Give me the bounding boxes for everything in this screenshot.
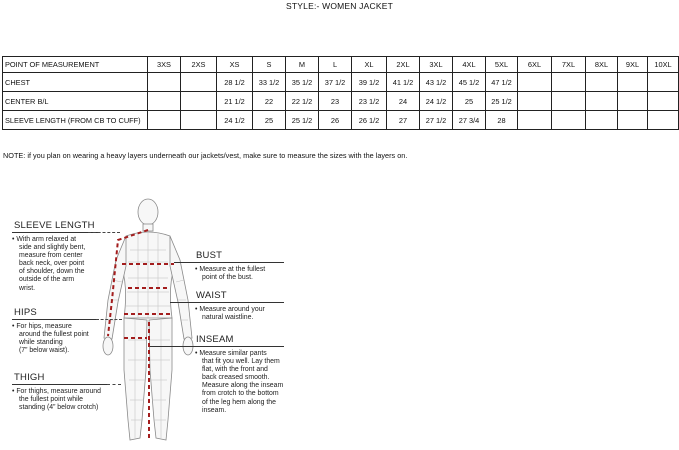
guide-line: flat, with the front and xyxy=(202,366,268,374)
bust-heading: BUST xyxy=(196,250,223,261)
guide-line: outside of the arm xyxy=(19,276,75,284)
size-header: 10XL xyxy=(648,57,679,73)
guide-line: point of the bust. xyxy=(202,274,253,282)
hips-text xyxy=(12,323,89,355)
guide-line: • With arm relaxed at xyxy=(12,236,77,243)
size-header: S xyxy=(253,57,286,73)
size-header: XL xyxy=(352,57,387,73)
guide-line: (7” below waist). xyxy=(19,347,70,355)
leader-line xyxy=(96,319,122,320)
measurement-cell: 24 xyxy=(387,92,420,111)
divider xyxy=(170,302,284,303)
size-header: 4XL xyxy=(453,57,486,73)
measurement-cell: 23 xyxy=(319,92,352,111)
size-header: 7XL xyxy=(552,57,586,73)
size-header: L xyxy=(319,57,352,73)
size-header: M xyxy=(286,57,319,73)
measurement-cell: 37 1/2 xyxy=(319,73,352,92)
bust-text xyxy=(195,266,265,282)
guide-line: around the fullest point xyxy=(19,331,89,339)
guide-line: • For thighs, measure around xyxy=(12,388,101,395)
guide-line: side and slightly bent, xyxy=(19,244,86,252)
divider xyxy=(174,262,284,263)
measurement-cell: 35 1/2 xyxy=(286,73,319,92)
sleeve-length-heading: SLEEVE LENGTH xyxy=(14,220,95,231)
measurement-cell: 23 1/2 xyxy=(352,92,387,111)
measurement-cell: 25 1/2 xyxy=(286,111,319,130)
guide-line: inseam. xyxy=(202,406,227,414)
guide-line: back creased smooth. xyxy=(202,374,270,382)
guide-line: • Measure similar pants xyxy=(195,350,267,357)
measurement-cell: 22 1/2 xyxy=(286,92,319,111)
guide-line: standing (4” below crotch) xyxy=(19,404,99,412)
measurement-cell: 27 3/4 xyxy=(453,111,486,130)
guide-line: while standing xyxy=(19,339,63,347)
measurement-cell: 26 1/2 xyxy=(352,111,387,130)
guide-line: of the leg hem along the xyxy=(202,398,276,406)
measurement-cell: 28 1/2 xyxy=(217,73,253,92)
measurement-cell: 45 1/2 xyxy=(453,73,486,92)
measurement-cell: 47 1/2 xyxy=(486,73,518,92)
divider xyxy=(150,346,284,347)
guide-line: Measure along the inseam xyxy=(202,382,284,390)
hips-heading: HIPS xyxy=(14,307,37,318)
divider xyxy=(12,232,100,233)
size-header: 2XL xyxy=(387,57,420,73)
waist-heading: WAIST xyxy=(196,290,227,301)
measurement-cell: 25 xyxy=(453,92,486,111)
leader-line xyxy=(88,232,120,233)
guide-line: • Measure at the fullest xyxy=(195,266,266,273)
measurement-label: CHEST xyxy=(3,73,148,92)
guide-line: wrist. xyxy=(19,284,36,292)
measurement-cell: 33 1/2 xyxy=(253,73,286,92)
size-header: 9XL xyxy=(618,57,648,73)
guide-line: • For hips, measure xyxy=(12,323,72,330)
measurement-cell: 25 xyxy=(253,111,286,130)
measurement-label: SLEEVE LENGTH (FROM CB TO CUFF) xyxy=(3,111,148,130)
guide-line: • Measure around your xyxy=(195,306,265,313)
size-header: 3XS xyxy=(148,57,181,73)
measurement-cell: 24 1/2 xyxy=(217,111,253,130)
measurement-cell: 21 1/2 xyxy=(217,92,253,111)
guide-line: natural waistline. xyxy=(202,314,254,322)
thigh-text xyxy=(12,388,101,412)
guide-line: back neck, over point xyxy=(19,260,85,268)
divider xyxy=(12,384,107,385)
guide-line: the fullest point while xyxy=(19,396,83,404)
sleeve-length-text xyxy=(12,236,85,293)
guide-line: from crotch to the bottom xyxy=(202,390,279,398)
layering-note: NOTE: if you plan on wearing a heavy layers underneath our jackets/vest, make sure to measure the sizes with the layers on. xyxy=(3,151,408,160)
size-header: 3XL xyxy=(420,57,453,73)
measurement-cell: 28 xyxy=(486,111,518,130)
page-title: STYLE:- WOMEN JACKET xyxy=(286,1,393,11)
size-header: 6XL xyxy=(518,57,552,73)
inseam-heading: INSEAM xyxy=(196,334,234,345)
measurement-cell: 27 1/2 xyxy=(420,111,453,130)
measurement-cell: 39 1/2 xyxy=(352,73,387,92)
divider xyxy=(12,319,96,320)
size-header: XS xyxy=(217,57,253,73)
header-label: POINT OF MEASUREMENT xyxy=(3,57,148,73)
measurement-cell: 43 1/2 xyxy=(420,73,453,92)
guide-line: of shoulder, down the xyxy=(19,268,85,276)
measurement-cell: 25 1/2 xyxy=(486,92,518,111)
size-header: 5XL xyxy=(486,57,518,73)
guide-line: that fit you well. Lay them xyxy=(202,358,280,366)
guide-line: measure from center xyxy=(19,252,83,260)
size-header: 8XL xyxy=(586,57,618,73)
leader-line xyxy=(107,384,121,385)
size-header: 2XS xyxy=(181,57,217,73)
inseam-text xyxy=(195,350,283,415)
measurement-cell: 27 xyxy=(387,111,420,130)
measurement-cell: 26 xyxy=(319,111,352,130)
thigh-heading: THIGH xyxy=(14,372,45,383)
measurement-cell: 22 xyxy=(253,92,286,111)
measurement-label: CENTER B/L xyxy=(3,92,148,111)
measurement-cell: 24 1/2 xyxy=(420,92,453,111)
measurement-cell: 41 1/2 xyxy=(387,73,420,92)
waist-text xyxy=(195,306,265,322)
